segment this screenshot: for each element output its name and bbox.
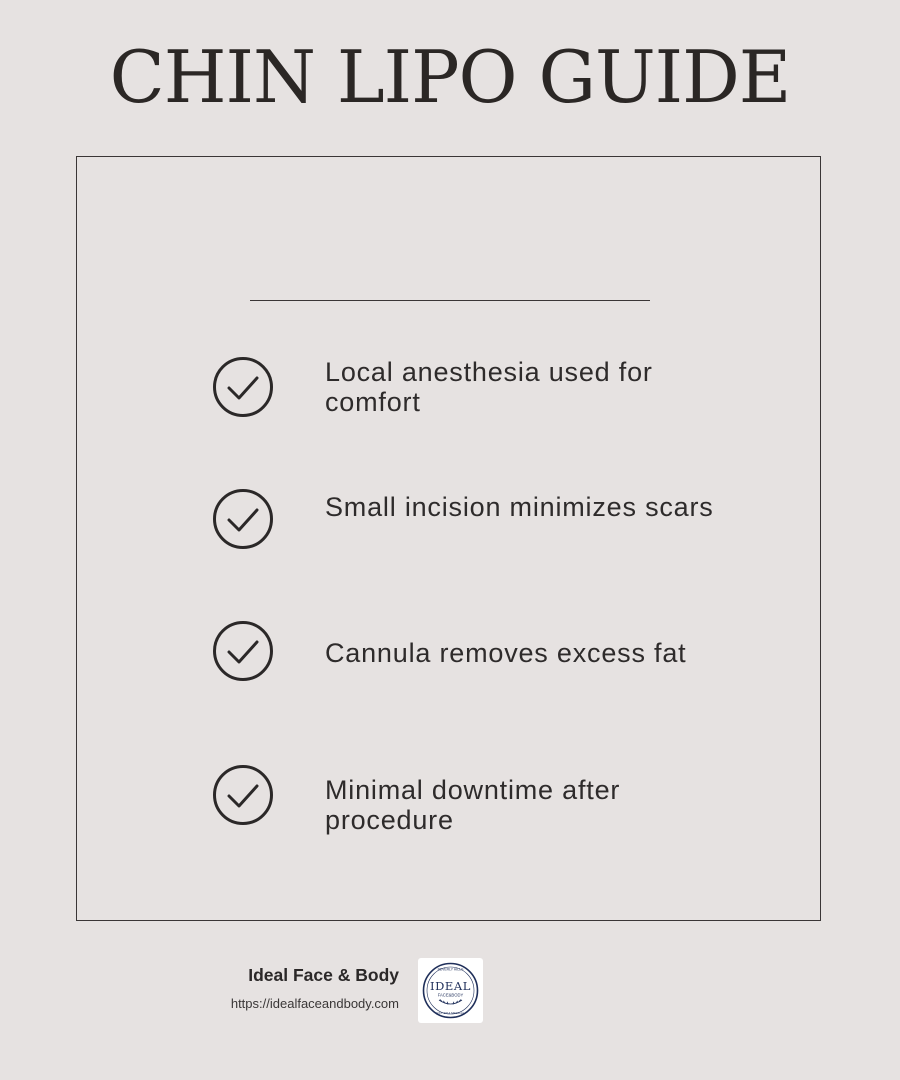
checklist-item-text: Small incision minimizes scars bbox=[325, 492, 714, 522]
check-circle-icon bbox=[212, 488, 274, 550]
checklist-item-text: Local anesthesia used for comfort bbox=[325, 357, 653, 417]
divider-line bbox=[250, 300, 650, 301]
logo-main-text: IDEAL bbox=[429, 979, 472, 993]
logo-top-text: BEVERLY HILLS bbox=[437, 967, 464, 972]
check-circle-icon bbox=[212, 620, 274, 682]
brand-url[interactable]: https://idealfaceandbody.com bbox=[230, 996, 399, 1011]
logo-seal-icon bbox=[418, 958, 483, 1023]
checklist-item-text: Minimal downtime after procedure bbox=[325, 775, 621, 835]
check-circle-icon bbox=[212, 356, 274, 418]
brand-name: Ideal Face & Body bbox=[248, 965, 399, 985]
logo-sub-text: FACE&BODY bbox=[437, 992, 464, 998]
check-circle-icon bbox=[212, 764, 274, 826]
checklist-item-text: Cannula removes excess fat bbox=[325, 638, 687, 668]
page-title: CHIN LIPO GUIDE bbox=[109, 35, 791, 119]
brand-logo bbox=[418, 958, 483, 1023]
logo-bottom-text: EST. 2014 MEDICAL bbox=[436, 1011, 465, 1015]
